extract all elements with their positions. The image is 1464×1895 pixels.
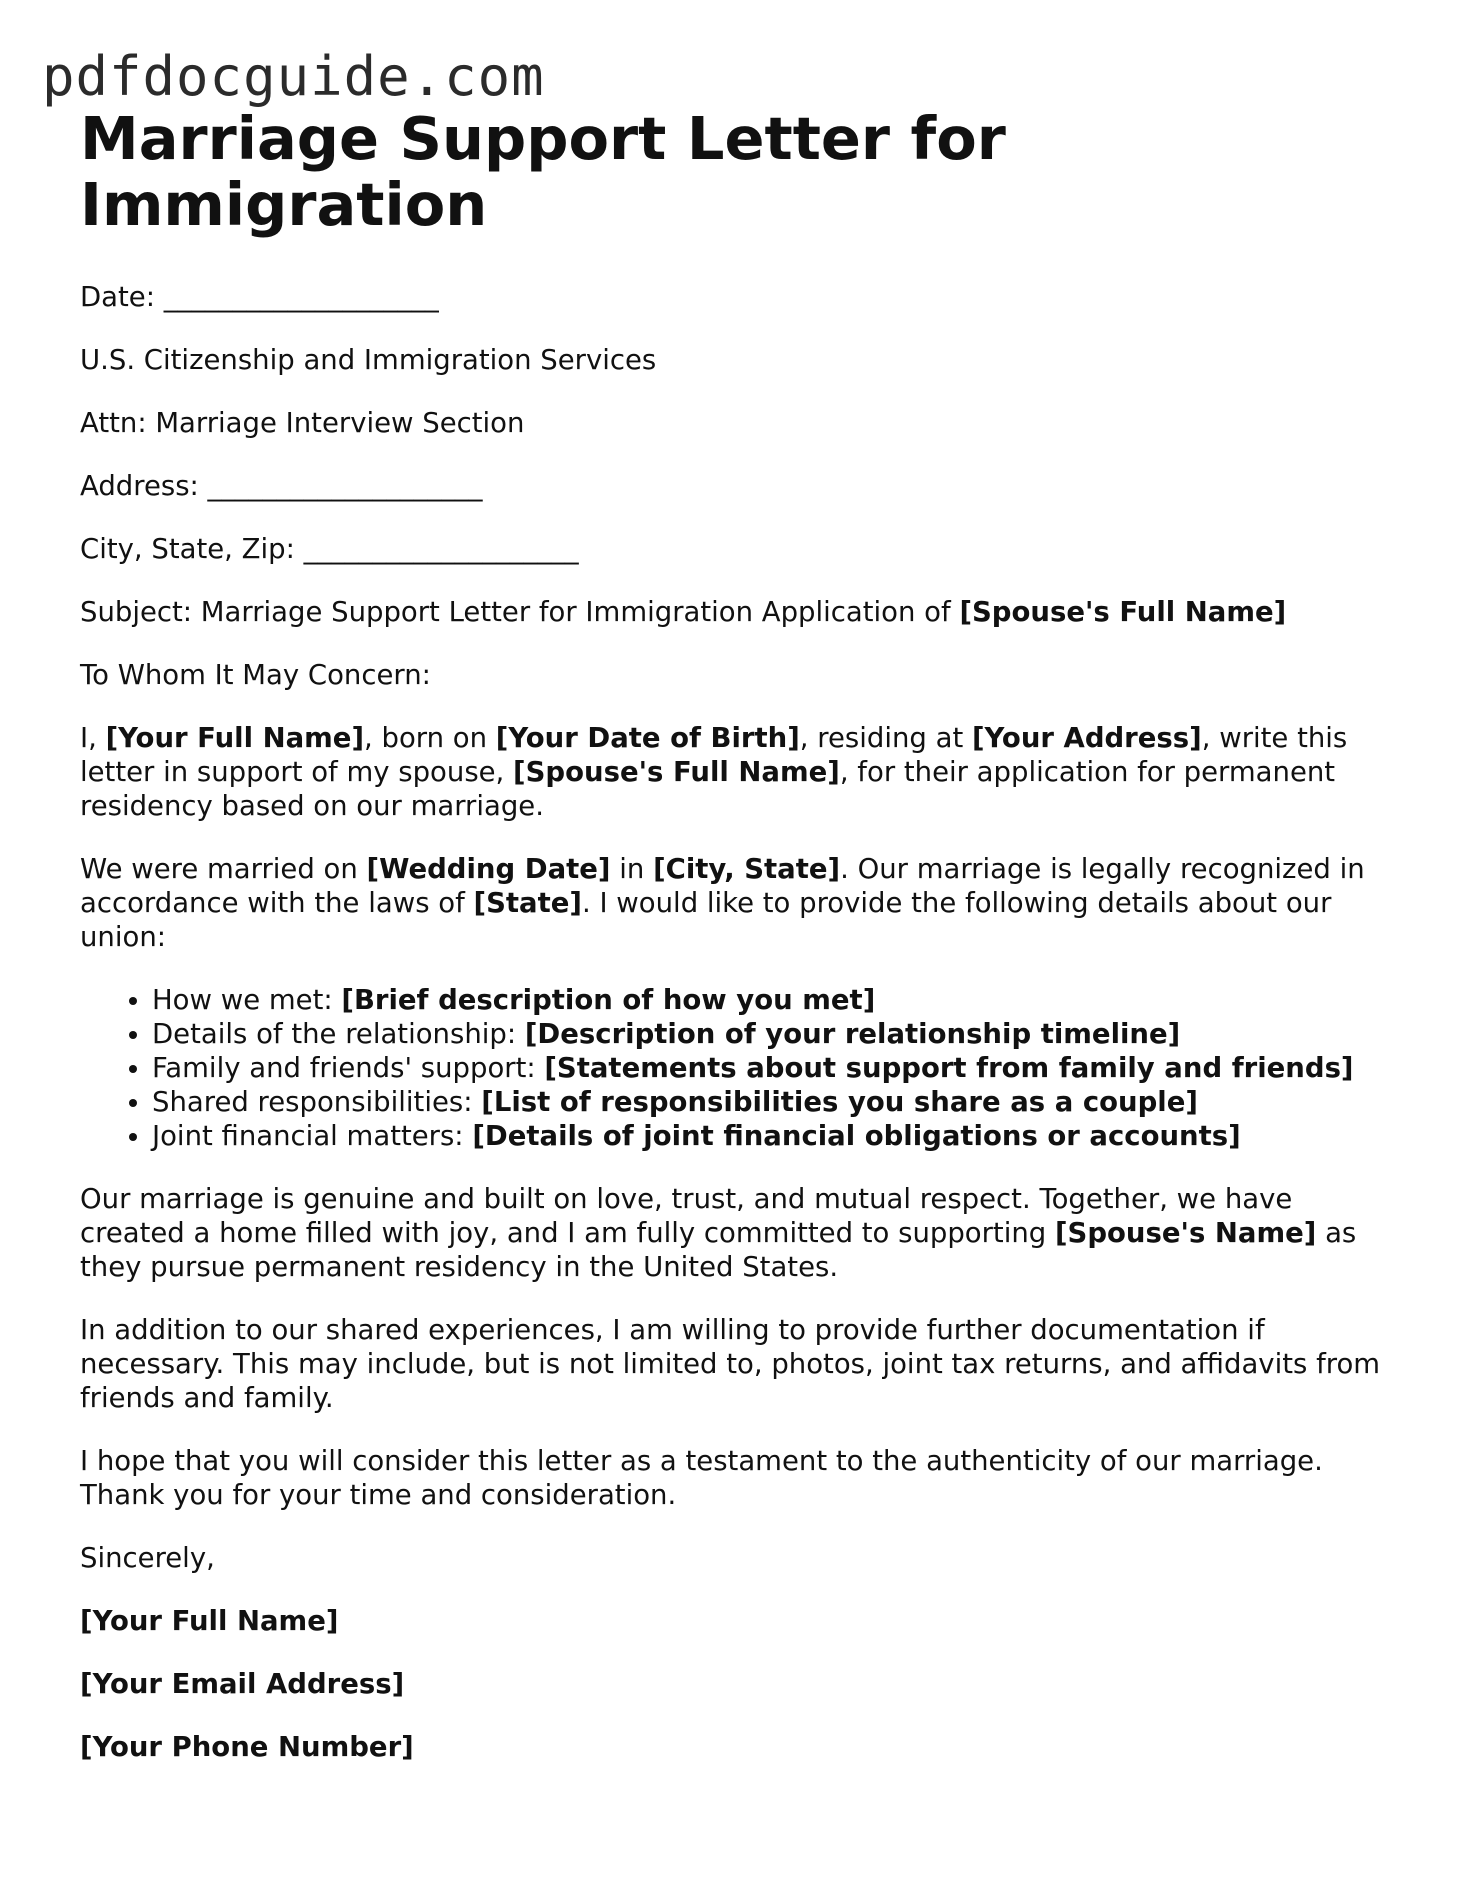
subject-line bbox=[80, 595, 1400, 629]
subject-prefix: Subject: Marriage Support Letter for Immigration Application of bbox=[80, 596, 960, 628]
agency-line: U.S. Citizenship and Immigration Services bbox=[80, 344, 657, 376]
closing-paragraph: I hope that you will consider this letter as a testament to the authenticity of our marriage. Thank you for your time and consideration. bbox=[80, 1445, 1323, 1511]
attn-line: Attn: Marriage Interview Section bbox=[80, 407, 525, 439]
salutation: To Whom It May Concern: bbox=[80, 659, 431, 691]
text: . Our marriage is legally recognized in accordance with the laws of bbox=[80, 853, 1365, 919]
list-item-value: [Details of joint financial obligations or accounts] bbox=[472, 1120, 1241, 1152]
list-item-label: Details of the relationship: bbox=[152, 1018, 525, 1050]
page-title: Marriage Support Letter for Immigration bbox=[80, 104, 1006, 239]
text: Our marriage is genuine and built on love, trust, and mutual respect. Together, we have created a home filled with joy, and I am fully committed to supporting bbox=[80, 1183, 1293, 1249]
commitment-paragraph bbox=[80, 1182, 1400, 1284]
site-watermark: pdfdocguide.com bbox=[42, 45, 545, 108]
date-field: Date: ____________________ bbox=[80, 281, 439, 313]
marriage-paragraph bbox=[80, 852, 1400, 954]
letter-body bbox=[80, 106, 1400, 1764]
intro-paragraph bbox=[80, 721, 1400, 823]
city-state-zip-field: City, State, Zip: ____________________ bbox=[80, 533, 579, 565]
list-item bbox=[152, 1119, 1400, 1153]
placeholder-full-name: [Your Full Name] bbox=[105, 722, 365, 754]
list-item-label: Joint financial matters: bbox=[152, 1120, 473, 1152]
list-item bbox=[152, 1051, 1400, 1085]
placeholder-state: [State] bbox=[473, 887, 582, 919]
placeholder-spouse-short-name: [Spouse's Name] bbox=[1054, 1217, 1317, 1249]
text: , born on bbox=[364, 722, 496, 754]
placeholder-city-state: [City, State] bbox=[653, 853, 841, 885]
text: We were married on bbox=[80, 853, 367, 885]
signature-phone: [Your Phone Number] bbox=[80, 1731, 414, 1763]
placeholder-spouse-name: [Spouse's Full Name] bbox=[513, 756, 840, 788]
placeholder-dob: [Your Date of Birth] bbox=[495, 722, 800, 754]
text: , write this letter in support of my spouse, bbox=[80, 722, 1348, 788]
signature-name: [Your Full Name] bbox=[80, 1605, 339, 1637]
sign-off: Sincerely, bbox=[80, 1542, 215, 1574]
list-item-value: [Description of your relationship timeline] bbox=[524, 1018, 1181, 1050]
list-item bbox=[152, 1017, 1400, 1051]
list-item bbox=[152, 983, 1400, 1017]
documentation-paragraph: In addition to our shared experiences, I am willing to provide further documentation if necessary. This may include, but is not limited to, photos, joint tax returns, and affidavits from friends and family. bbox=[80, 1314, 1381, 1414]
text: as they pursue permanent residency in the United States. bbox=[80, 1217, 1357, 1283]
list-item-value: [Statements about support from family and friends] bbox=[544, 1052, 1354, 1084]
text: in bbox=[610, 853, 654, 885]
list-item-value: [List of responsibilities you share as a couple] bbox=[481, 1086, 1198, 1118]
text: , residing at bbox=[799, 722, 972, 754]
subject-placeholder: [Spouse's Full Name] bbox=[959, 596, 1287, 628]
address-field: Address: ____________________ bbox=[80, 470, 483, 502]
placeholder-wedding-date: [Wedding Date] bbox=[366, 853, 611, 885]
list-item-label: Shared responsibilities: bbox=[152, 1086, 482, 1118]
text: , for their application for permanent residency based on our marriage. bbox=[80, 756, 1336, 822]
text: I, bbox=[80, 722, 106, 754]
list-item bbox=[152, 1085, 1400, 1119]
list-item-label: How we met: bbox=[152, 984, 342, 1016]
signature-email: [Your Email Address] bbox=[80, 1668, 405, 1700]
list-item-label: Family and friends' support: bbox=[152, 1052, 545, 1084]
details-list bbox=[80, 983, 1400, 1153]
text: . I would like to provide the following details about our union: bbox=[80, 887, 1332, 953]
placeholder-address: [Your Address] bbox=[971, 722, 1202, 754]
list-item-value: [Brief description of how you met] bbox=[341, 984, 876, 1016]
